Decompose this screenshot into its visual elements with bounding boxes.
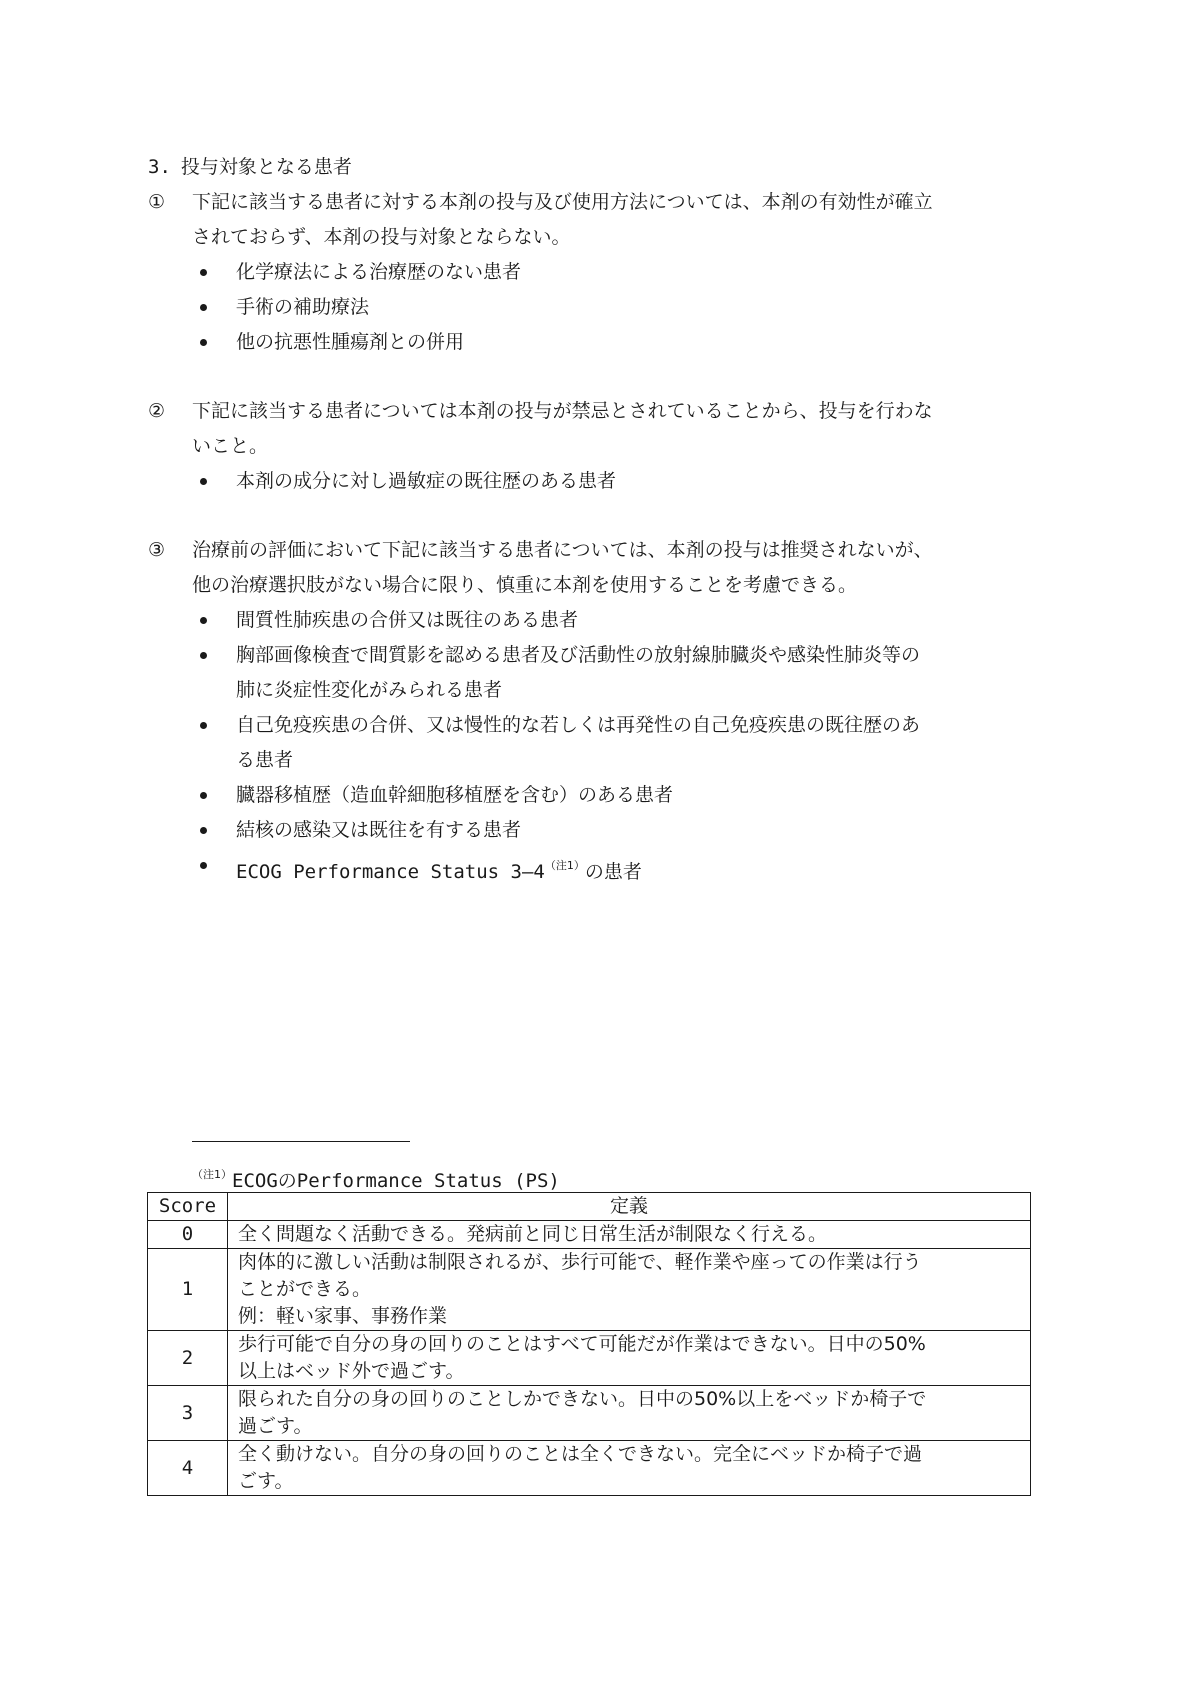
- bullet-icon: [200, 617, 207, 624]
- section-2-line-1: 下記に該当する患者については本剤の投与が禁忌とされていることから、投与を行わな: [192, 400, 933, 422]
- definition-line: ごす。: [238, 1470, 294, 1492]
- footnote-marker: （注1）: [192, 1168, 232, 1181]
- list-item: [192, 708, 1033, 778]
- section-2: [148, 394, 1033, 499]
- list-item: [192, 290, 1033, 325]
- table-row: [148, 1331, 1031, 1386]
- bullet-icon: [200, 652, 207, 659]
- table-row: [148, 1441, 1031, 1496]
- definition-cell: [228, 1386, 1031, 1441]
- list-item-text: 胸部画像検査で間質影を認める患者及び活動性の放射線肺臓炎や感染性肺炎等の: [236, 644, 921, 666]
- definition-line: 過ごす。: [238, 1415, 313, 1437]
- footnote: [192, 1163, 560, 1193]
- list-item: [192, 325, 1033, 360]
- footnote-ref[interactable]: （注1）: [544, 859, 585, 872]
- table-row: [148, 1221, 1031, 1249]
- header-score: Score: [148, 1193, 228, 1221]
- definition-line: 肉体的に激しい活動は制限されるが、歩行可能で、軽作業や座っての作業は行う: [238, 1251, 922, 1273]
- heading-number: 3.: [148, 156, 171, 178]
- section-2-line-2: いこと。: [192, 435, 269, 457]
- definition-line: 歩行可能で自分の身の回りのことはすべて可能だが作業はできない。日中の50%: [238, 1333, 926, 1355]
- list-item-text: 手術の補助療法: [236, 296, 370, 318]
- list-item-ecog: [192, 848, 1033, 890]
- list-item: [192, 778, 1033, 813]
- table-row: [148, 1249, 1031, 1331]
- bullet-icon: [200, 792, 207, 799]
- heading-title: 投与対象となる患者: [180, 156, 352, 178]
- score-cell: 4: [148, 1441, 228, 1496]
- bullet-icon: [200, 827, 207, 834]
- definition-line: 全く問題なく活動できる。発病前と同じ日常生活が制限なく行える。: [238, 1223, 828, 1245]
- list-item-text-cont: る患者: [236, 749, 294, 771]
- footnote-text: ECOGのPerformance Status (PS): [232, 1170, 560, 1192]
- list-item-text: 自己免疫疾患の合併、又は慢性的な若しくは再発性の自己免疫疾患の既往歴のあ: [236, 714, 921, 736]
- definition-line: 限られた自分の身の回りのことしかできない。日中の50%以上をベッドか椅子で: [238, 1388, 927, 1410]
- list-item-text: 臓器移植歴（造血幹細胞移植歴を含む）のある患者: [236, 784, 674, 806]
- score-cell: 3: [148, 1386, 228, 1441]
- ecog-text: ECOG Performance Status 3―4: [236, 861, 545, 883]
- bullet-icon: [200, 304, 207, 311]
- bullet-icon: [200, 269, 207, 276]
- list-item: [192, 464, 1033, 499]
- bullet-icon: [200, 722, 207, 729]
- section-3: [148, 533, 1033, 890]
- definition-line: ことができる。: [238, 1278, 372, 1300]
- bullet-icon: [200, 339, 207, 346]
- section-1: [148, 185, 1033, 360]
- section-2-marker: ②: [148, 400, 166, 422]
- section-1-marker: ①: [148, 191, 166, 213]
- ecog-suffix: の患者: [584, 861, 642, 883]
- definition-cell: [228, 1221, 1031, 1249]
- score-cell: 1: [148, 1249, 228, 1331]
- ps-table: [147, 1192, 1031, 1496]
- bullet-icon: [200, 478, 207, 485]
- list-item-text: 間質性肺疾患の合併又は既往のある患者: [236, 609, 579, 631]
- list-item-text: 化学療法による治療歴のない患者: [236, 261, 522, 283]
- score-cell: 0: [148, 1221, 228, 1249]
- section-2-paragraph: [148, 394, 1033, 464]
- list-item-text: 本剤の成分に対し過敏症の既往歴のある患者: [236, 470, 617, 492]
- header-definition: 定義: [228, 1193, 1031, 1221]
- section-1-line-1: 下記に該当する患者に対する本剤の投与及び使用方法については、本剤の有効性が確立: [192, 191, 933, 213]
- section-1-line-2: されておらず、本剤の投与対象とならない。: [192, 226, 571, 248]
- definition-line: 以上はベッド外で過ごす。: [238, 1360, 465, 1382]
- footnote-divider: [192, 1141, 410, 1142]
- section-3-line-2: 他の治療選択肢がない場合に限り、慎重に本剤を使用することを考慮できる。: [192, 574, 858, 596]
- section-heading: [148, 153, 352, 181]
- list-item: [192, 813, 1033, 848]
- definition-cell: [228, 1249, 1031, 1331]
- section-3-bullet-list: [148, 603, 1033, 890]
- definition-cell: [228, 1331, 1031, 1386]
- table-row: [148, 1386, 1031, 1441]
- section-3-paragraph: [148, 533, 1033, 603]
- definition-cell: [228, 1441, 1031, 1496]
- list-item-text-cont: 肺に炎症性変化がみられる患者: [236, 679, 503, 701]
- section-3-marker: ③: [148, 539, 166, 561]
- definition-line: 例：軽い家事、事務作業: [238, 1305, 448, 1327]
- list-item: [192, 255, 1033, 290]
- table-header-row: [148, 1193, 1031, 1221]
- list-item: [192, 638, 1033, 708]
- section-2-bullet-list: [148, 464, 1033, 499]
- bullet-icon: [200, 862, 207, 869]
- list-item-text: 他の抗悪性腫瘍剤との併用: [236, 331, 465, 353]
- list-item: [192, 603, 1033, 638]
- section-3-line-1: 治療前の評価において下記に該当する患者については、本剤の投与は推奨されないが、: [192, 539, 933, 561]
- section-1-paragraph: [148, 185, 1033, 255]
- score-cell: 2: [148, 1331, 228, 1386]
- definition-line: 全く動けない。自分の身の回りのことは全くできない。完全にベッドか椅子で過: [238, 1443, 923, 1465]
- section-1-bullet-list: [148, 255, 1033, 360]
- list-item-text: 結核の感染又は既往を有する患者: [236, 819, 522, 841]
